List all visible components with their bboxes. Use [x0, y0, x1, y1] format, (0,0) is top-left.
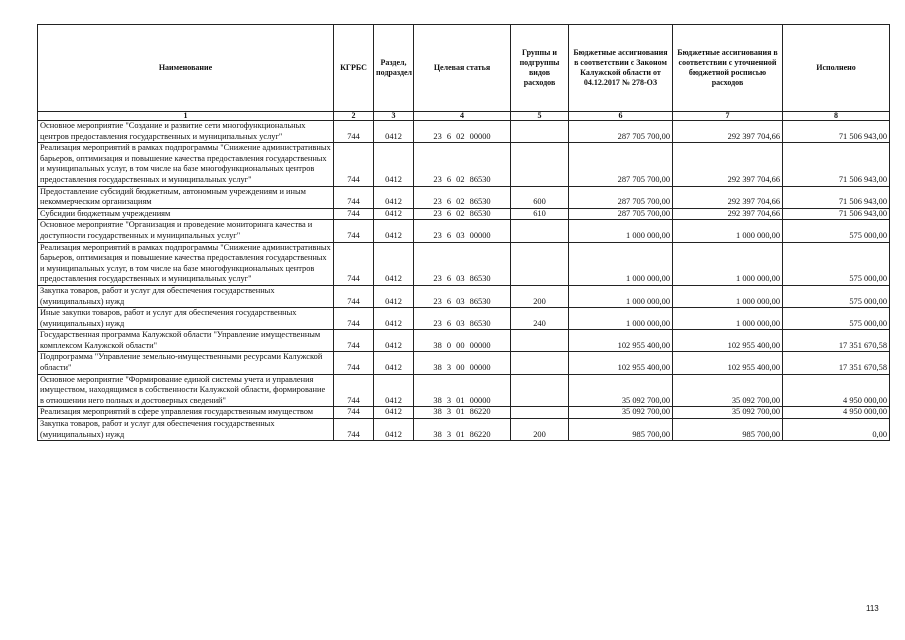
- row-target: 23 6 03 86530: [414, 242, 511, 285]
- row-alloc-list: 35 092 700,00: [673, 407, 783, 419]
- row-name: Реализация мероприятий в рамках подпрограммы "Снижение административных барьеров, оптимизация и повышение качества предоставления государственных и муниципальных услуг, в том числе на базе многофункциональных центров предоставления государственных и муниципальных услуг": [38, 143, 334, 186]
- row-target: 23 6 03 00000: [414, 220, 511, 242]
- row-kgrbs: 744: [334, 407, 374, 419]
- header-alloc-list: Бюджетные ассигнования в соответствии с уточненной бюджетной росписью расходов: [673, 25, 783, 112]
- row-alloc-law: 1 000 000,00: [569, 220, 673, 242]
- row-target: 38 3 01 86220: [414, 407, 511, 419]
- row-executed: 0,00: [783, 419, 890, 441]
- row-group: [511, 330, 569, 352]
- row-name: Основное мероприятие "Создание и развитие сети многофункциональных центров предоставления государственных и муниципальных услуг": [38, 121, 334, 143]
- row-executed: 575 000,00: [783, 242, 890, 285]
- row-alloc-list: 102 955 400,00: [673, 352, 783, 374]
- row-kgrbs: 744: [334, 143, 374, 186]
- row-target: 23 6 02 00000: [414, 121, 511, 143]
- header-executed: Исполнено: [783, 25, 890, 112]
- table-row: [38, 121, 890, 143]
- row-kgrbs: 744: [334, 352, 374, 374]
- table-row: [38, 220, 890, 242]
- table-row: [38, 330, 890, 352]
- row-executed: 575 000,00: [783, 285, 890, 307]
- row-alloc-law: 102 955 400,00: [569, 330, 673, 352]
- column-number-row: [38, 112, 890, 121]
- row-alloc-list: 1 000 000,00: [673, 308, 783, 330]
- row-alloc-law: 287 705 700,00: [569, 143, 673, 186]
- row-group: [511, 374, 569, 407]
- header-alloc-law: Бюджетные ассигнования в соответствии с Законом Калужской области от 04.12.2017 № 278-ОЗ: [569, 25, 673, 112]
- row-alloc-law: 1 000 000,00: [569, 308, 673, 330]
- row-section: 0412: [374, 330, 414, 352]
- row-target: 38 3 00 00000: [414, 352, 511, 374]
- row-section: 0412: [374, 208, 414, 220]
- row-alloc-list: 1 000 000,00: [673, 242, 783, 285]
- column-number: 1: [38, 112, 334, 121]
- row-target: 38 0 00 00000: [414, 330, 511, 352]
- table-row: [38, 186, 890, 208]
- table-row: [38, 352, 890, 374]
- row-name: Реализация мероприятий в рамках подпрограммы "Снижение административных барьеров, оптимизация и повышение качества предоставления государственных и муниципальных услуг, в том числе на базе многофункциональных центров предоставления государственных и муниципальных услуг": [38, 242, 334, 285]
- row-alloc-list: 985 700,00: [673, 419, 783, 441]
- row-name: Иные закупки товаров, работ и услуг для обеспечения государственных (муниципальных) нужд: [38, 308, 334, 330]
- row-executed: 17 351 670,58: [783, 352, 890, 374]
- row-target: 23 6 02 86530: [414, 208, 511, 220]
- row-kgrbs: 744: [334, 330, 374, 352]
- row-kgrbs: 744: [334, 374, 374, 407]
- column-number: 2: [334, 112, 374, 121]
- row-alloc-law: 985 700,00: [569, 419, 673, 441]
- page-number: 113: [866, 604, 879, 613]
- header-kgrbs: КГРБС: [334, 25, 374, 112]
- row-group: [511, 143, 569, 186]
- row-name: Закупка товаров, работ и услуг для обеспечения государственных (муниципальных) нужд: [38, 285, 334, 307]
- row-name: Предоставление субсидий бюджетным, автономным учреждениям и иным некоммерческим организациям: [38, 186, 334, 208]
- row-group: [511, 352, 569, 374]
- row-executed: 71 506 943,00: [783, 208, 890, 220]
- row-section: 0412: [374, 220, 414, 242]
- row-alloc-law: 1 000 000,00: [569, 242, 673, 285]
- row-executed: 71 506 943,00: [783, 121, 890, 143]
- row-group: 240: [511, 308, 569, 330]
- row-group: [511, 220, 569, 242]
- row-kgrbs: 744: [334, 419, 374, 441]
- row-group: 600: [511, 186, 569, 208]
- row-name: Основное мероприятие "Организация и проведение мониторинга качества и доступности государственных и муниципальных услуг": [38, 220, 334, 242]
- row-alloc-list: 102 955 400,00: [673, 330, 783, 352]
- row-executed: 17 351 670,58: [783, 330, 890, 352]
- table-row: [38, 374, 890, 407]
- row-executed: 575 000,00: [783, 308, 890, 330]
- header-target: Целевая статья: [414, 25, 511, 112]
- row-target: 38 3 01 86220: [414, 419, 511, 441]
- row-target: 23 6 02 86530: [414, 143, 511, 186]
- row-section: 0412: [374, 308, 414, 330]
- table-header-row: [38, 25, 890, 112]
- row-section: 0412: [374, 143, 414, 186]
- row-section: 0412: [374, 242, 414, 285]
- row-group: 200: [511, 419, 569, 441]
- row-alloc-law: 35 092 700,00: [569, 407, 673, 419]
- row-name: Подпрограмма "Управление земельно-имущественными ресурсами Калужской области": [38, 352, 334, 374]
- row-alloc-list: 1 000 000,00: [673, 285, 783, 307]
- row-alloc-law: 287 705 700,00: [569, 208, 673, 220]
- row-section: 0412: [374, 121, 414, 143]
- row-executed: 575 000,00: [783, 220, 890, 242]
- budget-execution-table: [37, 24, 890, 441]
- column-number: 6: [569, 112, 673, 121]
- row-section: 0412: [374, 186, 414, 208]
- header-groups: Группы и подгруппы видов расходов: [511, 25, 569, 112]
- row-group: [511, 121, 569, 143]
- row-alloc-list: 35 092 700,00: [673, 374, 783, 407]
- row-section: 0412: [374, 419, 414, 441]
- table-row: [38, 285, 890, 307]
- table-row: [38, 242, 890, 285]
- row-group: 610: [511, 208, 569, 220]
- header-name: Наименование: [38, 25, 334, 112]
- row-name: Субсидии бюджетным учреждениям: [38, 208, 334, 220]
- row-name: Закупка товаров, работ и услуг для обеспечения государственных (муниципальных) нужд: [38, 419, 334, 441]
- row-executed: 71 506 943,00: [783, 143, 890, 186]
- table-row: [38, 419, 890, 441]
- row-kgrbs: 744: [334, 220, 374, 242]
- row-alloc-list: 292 397 704,66: [673, 186, 783, 208]
- column-number: 8: [783, 112, 890, 121]
- row-kgrbs: 744: [334, 242, 374, 285]
- row-kgrbs: 744: [334, 308, 374, 330]
- row-name: Государственная программа Калужской области "Управление имущественным комплексом Калужской области": [38, 330, 334, 352]
- row-group: 200: [511, 285, 569, 307]
- row-section: 0412: [374, 352, 414, 374]
- row-alloc-law: 287 705 700,00: [569, 121, 673, 143]
- row-kgrbs: 744: [334, 121, 374, 143]
- table-row: [38, 308, 890, 330]
- table-row: [38, 407, 890, 419]
- row-executed: 71 506 943,00: [783, 186, 890, 208]
- row-target: 38 3 01 00000: [414, 374, 511, 407]
- row-target: 23 6 03 86530: [414, 308, 511, 330]
- row-section: 0412: [374, 285, 414, 307]
- row-target: 23 6 02 86530: [414, 186, 511, 208]
- row-alloc-list: 292 397 704,66: [673, 208, 783, 220]
- row-group: [511, 407, 569, 419]
- row-group: [511, 242, 569, 285]
- row-kgrbs: 744: [334, 285, 374, 307]
- row-name: Основное мероприятие "Формирование единой системы учета и управления имуществом, находящимся в собственности Калужской области, формирование в отношении него полных и достоверных сведений": [38, 374, 334, 407]
- row-kgrbs: 744: [334, 186, 374, 208]
- row-alloc-list: 292 397 704,66: [673, 121, 783, 143]
- row-alloc-law: 35 092 700,00: [569, 374, 673, 407]
- column-number: 4: [414, 112, 511, 121]
- row-alloc-law: 1 000 000,00: [569, 285, 673, 307]
- column-number: 3: [374, 112, 414, 121]
- row-alloc-law: 102 955 400,00: [569, 352, 673, 374]
- row-kgrbs: 744: [334, 208, 374, 220]
- row-executed: 4 950 000,00: [783, 407, 890, 419]
- row-name: Реализация мероприятий в сфере управления государственным имуществом: [38, 407, 334, 419]
- row-executed: 4 950 000,00: [783, 374, 890, 407]
- row-section: 0412: [374, 374, 414, 407]
- column-number: 7: [673, 112, 783, 121]
- table-row: [38, 143, 890, 186]
- row-alloc-law: 287 705 700,00: [569, 186, 673, 208]
- row-alloc-list: 1 000 000,00: [673, 220, 783, 242]
- row-section: 0412: [374, 407, 414, 419]
- column-number: 5: [511, 112, 569, 121]
- row-alloc-list: 292 397 704,66: [673, 143, 783, 186]
- header-section: Раздел, подраздел: [374, 25, 414, 112]
- table-row: [38, 208, 890, 220]
- row-target: 23 6 03 86530: [414, 285, 511, 307]
